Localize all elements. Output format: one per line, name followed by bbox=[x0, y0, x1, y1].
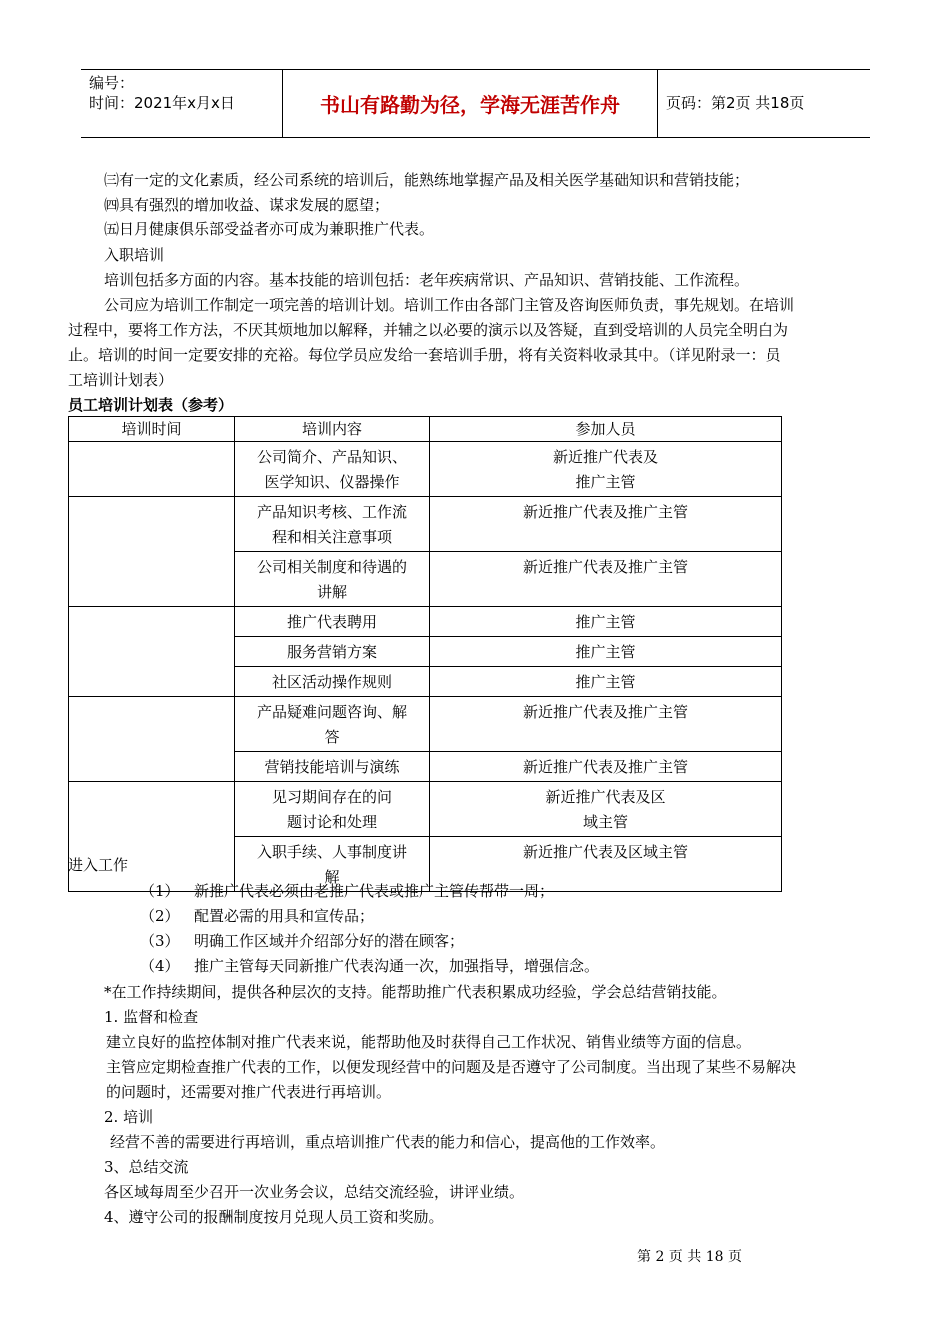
work-heading: 进入工作 bbox=[68, 856, 129, 874]
content-cell: 推广代表聘用 bbox=[235, 607, 430, 637]
time-cell bbox=[69, 782, 235, 892]
section-1-paragraph-2-line-1: 主管应定期检查推广代表的工作，以便发现经营中的问题及是否遵守了公司制度。当出现了某些不易解决 bbox=[106, 1058, 797, 1076]
header-page-cell bbox=[658, 70, 870, 137]
content-cell: 见习期间存在的问 题讨论和处理 bbox=[235, 782, 430, 837]
step-number: （3） bbox=[140, 932, 180, 950]
content-cell: 产品知识考核、工作流 程和相关注意事项 bbox=[235, 497, 430, 552]
table-row bbox=[69, 497, 782, 552]
onboarding-paragraph-1: 培训包括多方面的内容。基本技能的培训包括：老年疾病常识、产品知识、营销技能、工作流程。 bbox=[104, 271, 750, 289]
content-cell: 公司相关制度和待遇的 讲解 bbox=[235, 552, 430, 607]
participants-cell: 推广主管 bbox=[430, 607, 782, 637]
step-text: 配置必需的用具和宣传品； bbox=[194, 907, 375, 925]
content-cell: 产品疑难问题咨询、解 答 bbox=[235, 697, 430, 752]
header-motto: 书山有路勤为径，学海无涯苦作舟 bbox=[320, 93, 620, 117]
time-cell bbox=[69, 607, 235, 697]
requirement-item-4: ㈣具有强烈的增加收益、谋求发展的愿望； bbox=[104, 196, 390, 214]
table-header-row bbox=[69, 417, 782, 442]
page-header bbox=[81, 69, 870, 138]
step-number: （4） bbox=[140, 957, 180, 975]
step-text: 新推广代表必须由老推广代表或推广主管传帮带一周； bbox=[194, 882, 555, 900]
participants-cell: 新近推广代表及区域主管 bbox=[430, 837, 782, 892]
header-motto-cell bbox=[283, 70, 658, 137]
table-row bbox=[69, 442, 782, 497]
time-cell bbox=[69, 442, 235, 497]
participants-cell: 新近推广代表及推广主管 bbox=[430, 752, 782, 782]
participants-cell: 新近推广代表及推广主管 bbox=[430, 552, 782, 607]
onboarding-paragraph-2-line-2: 过程中，要将工作方法，不厌其烦地加以解释，并辅之以必要的演示以及答疑，直到受培训的人员完全明白为 bbox=[68, 321, 789, 339]
requirement-item-3: ㈢有一定的文化素质，经公司系统的培训后，能熟练地掌握产品及相关医学基础知识和营销技能； bbox=[104, 171, 750, 189]
participants-cell: 推广主管 bbox=[430, 667, 782, 697]
participants-cell: 新近推广代表及区 域主管 bbox=[430, 782, 782, 837]
section-2-heading: 2. 培训 bbox=[104, 1108, 154, 1126]
time-cell bbox=[69, 697, 235, 782]
participants-cell: 推广主管 bbox=[430, 637, 782, 667]
page-footer: 第 2 页 共 18 页 bbox=[637, 1249, 742, 1265]
requirement-item-5: ㈤日月健康俱乐部受益者亦可成为兼职推广代表。 bbox=[104, 220, 435, 238]
table-row bbox=[69, 607, 782, 637]
onboarding-paragraph-2-line-4: 工培训计划表） bbox=[68, 371, 174, 389]
section-4-line: 4、遵守公司的报酬制度按月兑现人员工资和奖励。 bbox=[104, 1208, 444, 1226]
document-number: 编号： bbox=[89, 74, 135, 92]
content-cell: 营销技能培训与演练 bbox=[235, 752, 430, 782]
training-plan-table bbox=[68, 416, 782, 892]
content-cell: 社区活动操作规则 bbox=[235, 667, 430, 697]
section-3-heading: 3、总结交流 bbox=[104, 1158, 189, 1176]
header-participants: 参加人员 bbox=[430, 417, 782, 442]
support-note: *在工作持续期间，提供各种层次的支持。能帮助推广代表积累成功经验，学会总结营销技能。 bbox=[104, 983, 727, 1001]
onboarding-heading: 入职培训 bbox=[104, 246, 165, 264]
header-meta bbox=[81, 70, 283, 137]
step-text: 推广主管每天同新推广代表沟通一次，加强指导，增强信念。 bbox=[194, 957, 600, 975]
header-page-info: 页码：第2页 共18页 bbox=[666, 94, 805, 112]
step-text: 明确工作区域并介绍部分好的潜在顾客； bbox=[194, 932, 465, 950]
step-number: （2） bbox=[140, 907, 180, 925]
section-2-paragraph: 经营不善的需要进行再培训，重点培训推广代表的能力和信心，提高他的工作效率。 bbox=[110, 1133, 666, 1151]
table-title: 员工培训计划表（参考） bbox=[68, 396, 234, 414]
header-training-content: 培训内容 bbox=[235, 417, 430, 442]
onboarding-paragraph-2-line-1: 公司应为培训工作制定一项完善的培训计划。培训工作由各部门主管及咨询医师负责，事先规划。在培训 bbox=[104, 296, 795, 314]
content-cell: 公司简介、产品知识、 医学知识、仪器操作 bbox=[235, 442, 430, 497]
section-3-paragraph: 各区域每周至少召开一次业务会议，总结交流经验，讲评业绩。 bbox=[104, 1183, 525, 1201]
header-training-time: 培训时间 bbox=[69, 417, 235, 442]
participants-cell: 新近推广代表及推广主管 bbox=[430, 497, 782, 552]
step-number: （1） bbox=[140, 882, 180, 900]
section-1-paragraph-2-line-2: 的问题时，还需要对推广代表进行再培训。 bbox=[106, 1083, 392, 1101]
onboarding-paragraph-2-line-3: 止。培训的时间一定要安排的充裕。每位学员应发给一套培训手册，将有关资料收录其中。（详见附录一：员 bbox=[68, 346, 781, 364]
participants-cell: 新近推广代表及推广主管 bbox=[430, 697, 782, 752]
table-row bbox=[69, 782, 782, 837]
document-date: 时间：2021年x月x日 bbox=[89, 94, 235, 112]
table-row bbox=[69, 697, 782, 752]
content-cell: 入职手续、人事制度讲 解 bbox=[235, 837, 430, 892]
section-1-paragraph-1: 建立良好的监控体制对推广代表来说，能帮助他及时获得自己工作状况、销售业绩等方面的信息。 bbox=[106, 1033, 752, 1051]
time-cell bbox=[69, 497, 235, 607]
participants-cell: 新近推广代表及 推广主管 bbox=[430, 442, 782, 497]
section-1-heading: 1. 监督和检查 bbox=[104, 1008, 199, 1026]
content-cell: 服务营销方案 bbox=[235, 637, 430, 667]
